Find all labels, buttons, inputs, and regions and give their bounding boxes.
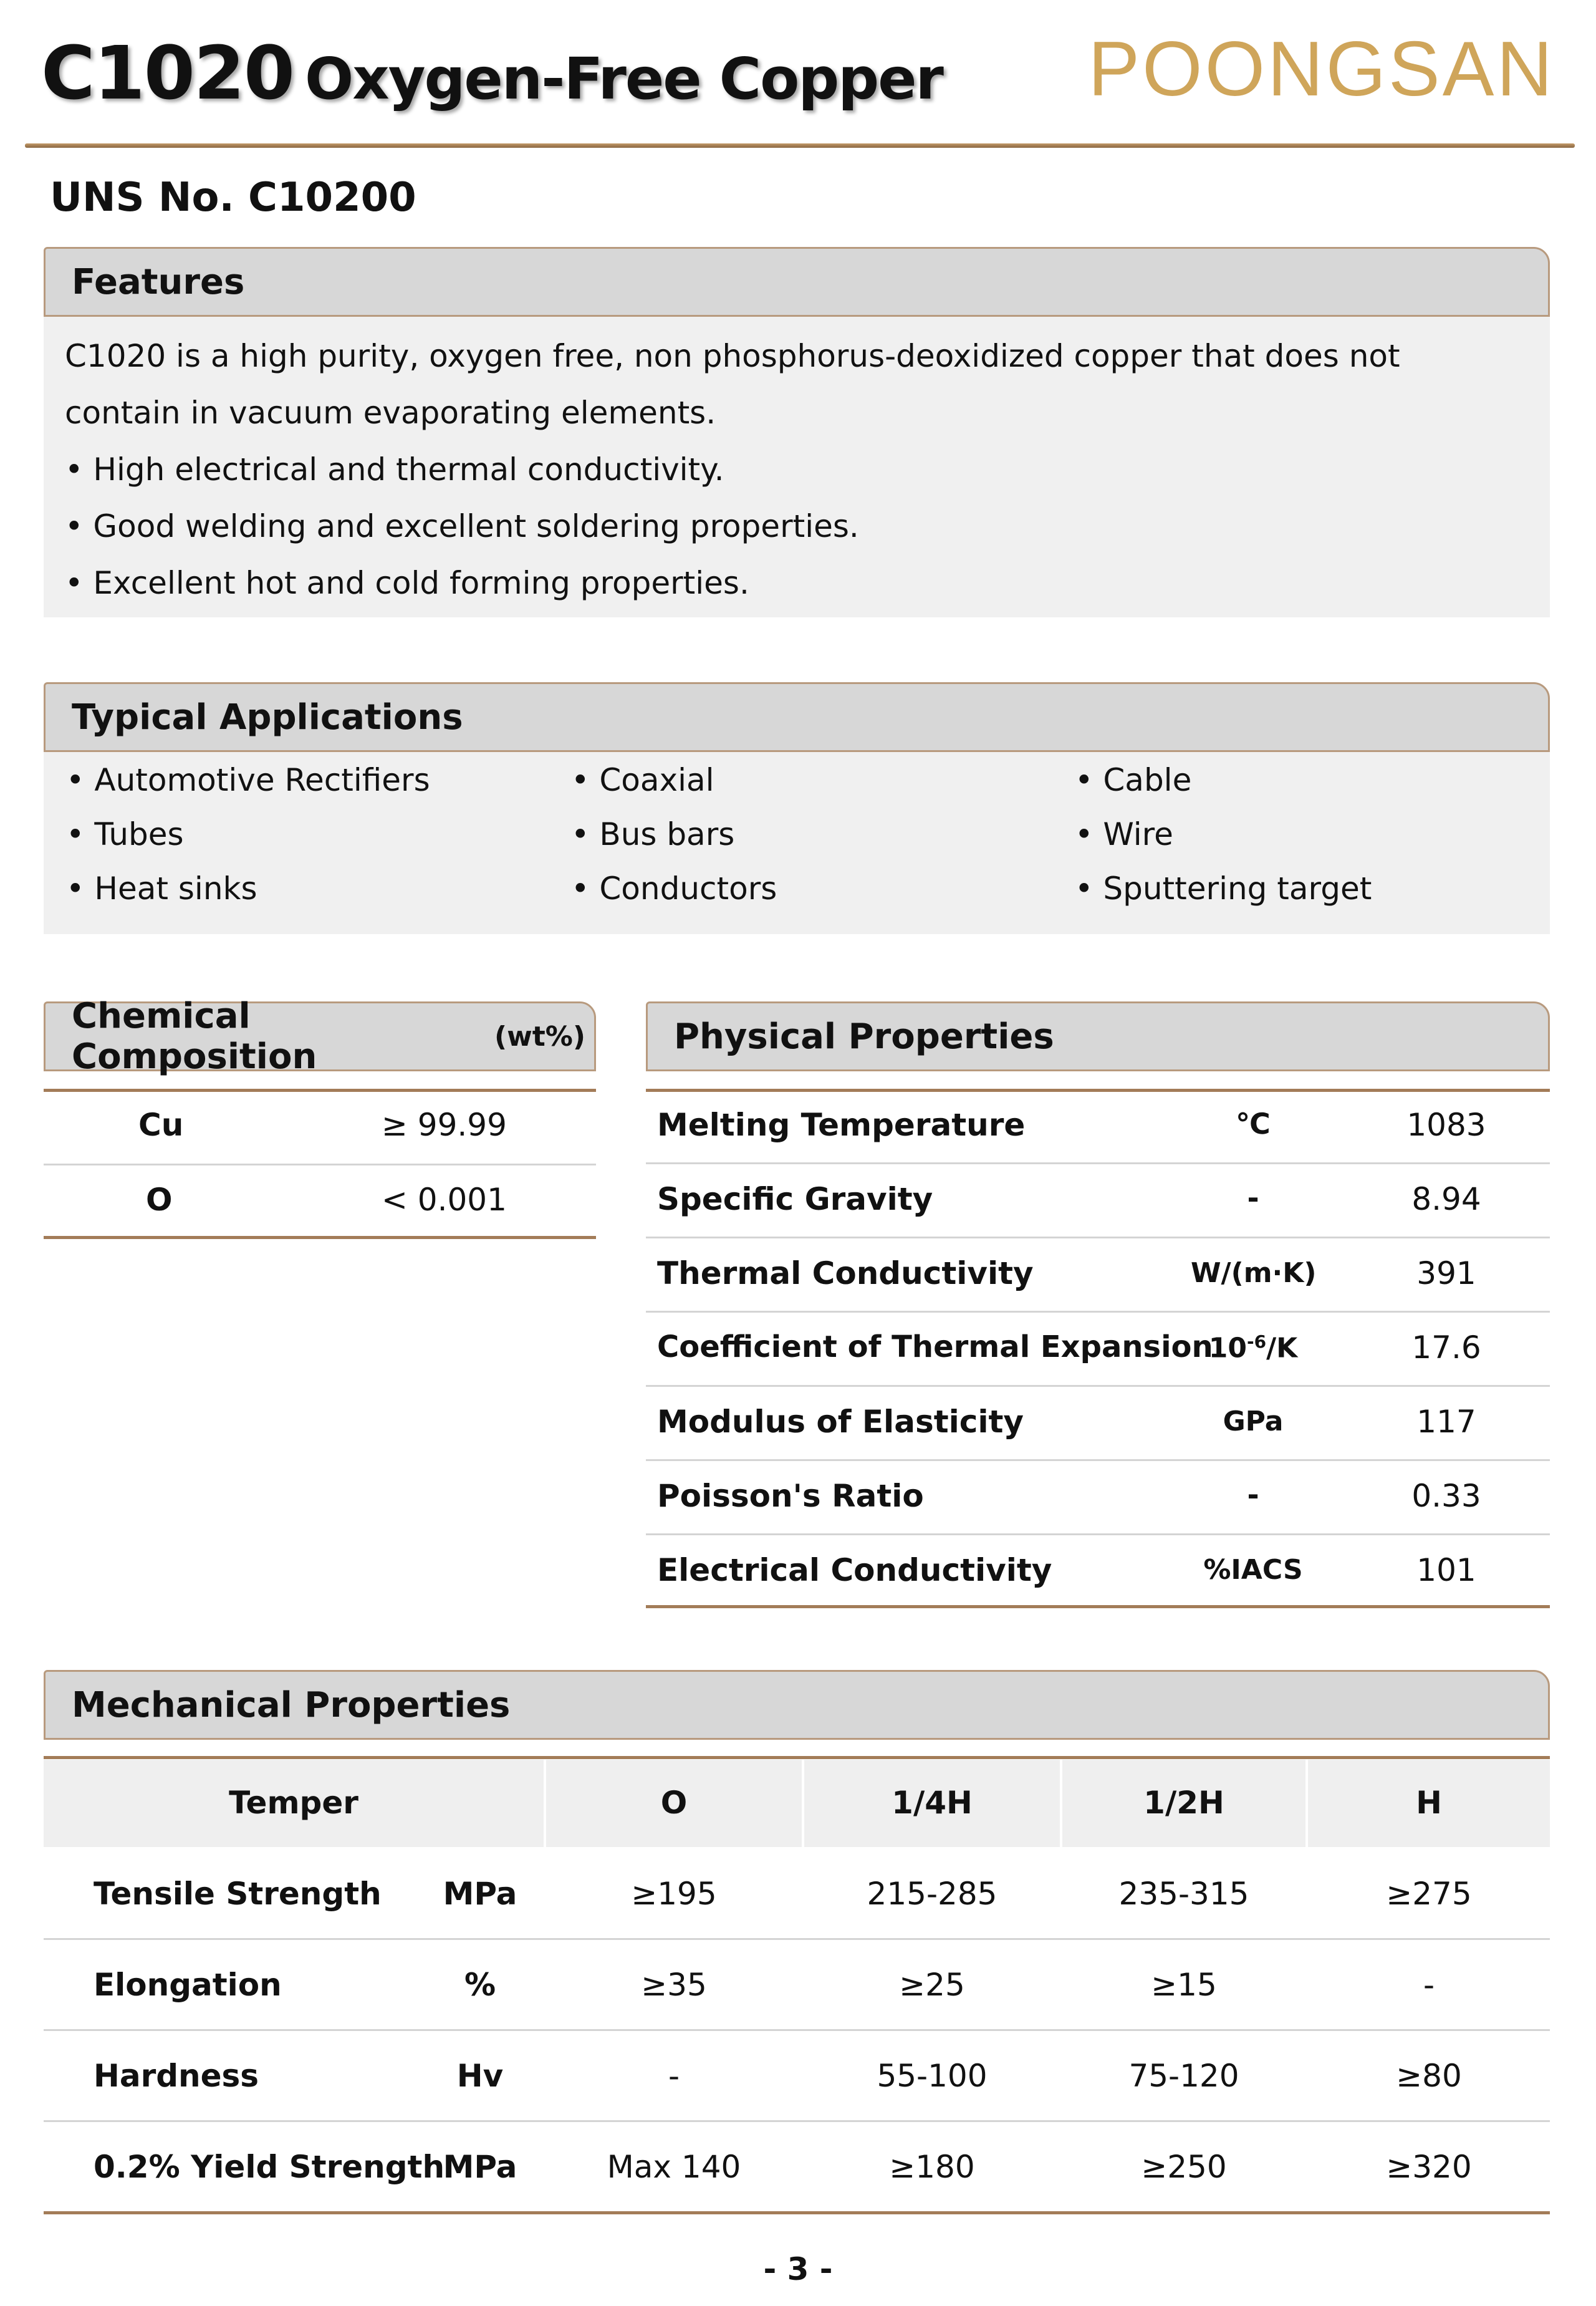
features-heading-text: Features <box>72 261 245 302</box>
phys-bottom-rule <box>646 1605 1550 1608</box>
chem-element: Cu <box>138 1107 184 1143</box>
phys-row-divider <box>646 1162 1550 1164</box>
mech-row-name: Hardness <box>94 2058 259 2094</box>
mech-cell: ≥250 <box>1141 2149 1227 2185</box>
phys-value: 17.6 <box>1411 1329 1481 1366</box>
features-bullet: • Excellent hot and cold forming properties. <box>65 565 749 601</box>
application-item: • Sputtering target <box>1075 871 1372 907</box>
mech-cell: ≥275 <box>1386 1876 1472 1912</box>
chemical-heading-text: Chemical Composition <box>72 996 317 1077</box>
mech-cell: 55-100 <box>877 2058 988 2094</box>
features-line: C1020 is a high purity, oxygen free, non phosphorus-deoxidized copper that does not <box>65 338 1400 374</box>
features-bullet: • High electrical and thermal conductivity. <box>65 451 724 488</box>
mech-row-unit: % <box>464 1967 496 2003</box>
mech-cell: ≥195 <box>631 1876 717 1912</box>
phys-row-divider <box>646 1533 1550 1535</box>
features-line: contain in vacuum evaporating elements. <box>65 395 716 431</box>
application-item: • Wire <box>1075 816 1173 852</box>
mech-row-divider <box>44 2120 1550 2122</box>
mech-cell: - <box>1423 1967 1435 2003</box>
phys-value: 117 <box>1416 1404 1476 1440</box>
applications-heading <box>44 682 1550 752</box>
physical-properties-heading <box>646 1001 1550 1071</box>
uns-number: UNS No. C10200 <box>50 175 416 221</box>
mech-cell: - <box>668 2058 680 2094</box>
mech-cell: ≥320 <box>1386 2149 1472 2185</box>
mech-cell: Max 140 <box>607 2149 741 2185</box>
phys-unit <box>1191 1331 1315 1364</box>
mech-bottom-rule <box>44 2211 1550 2214</box>
application-item: • Conductors <box>571 871 777 907</box>
page-number: - 3 - <box>763 2251 833 2287</box>
mech-col-header: H <box>1416 1785 1442 1821</box>
mech-cell: ≥180 <box>889 2149 975 2185</box>
phys-value: 8.94 <box>1411 1181 1481 1217</box>
mech-row-name: Elongation <box>94 1967 282 2003</box>
phys-name: Coefficient of Thermal Expansion <box>657 1329 1213 1364</box>
features-heading <box>44 247 1550 317</box>
phys-name: Poisson's Ratio <box>657 1478 924 1514</box>
application-item: • Automotive Rectifiers <box>66 762 430 798</box>
application-item: • Cable <box>1075 762 1192 798</box>
application-item: • Coaxial <box>571 762 714 798</box>
phys-value: 0.33 <box>1411 1478 1481 1514</box>
application-item: • Heat sinks <box>66 871 257 907</box>
chemical-unit: (wt%) <box>494 1020 585 1053</box>
mech-col-header: O <box>660 1785 688 1821</box>
phys-unit-tail: /K <box>1266 1332 1298 1364</box>
title-divider <box>25 143 1575 148</box>
features-body <box>44 317 1550 617</box>
phys-row-divider <box>646 1385 1550 1387</box>
phys-unit: - <box>1247 1181 1259 1215</box>
application-item: • Bus bars <box>571 816 735 852</box>
mechanical-properties-heading <box>44 1670 1550 1740</box>
phys-unit: GPa <box>1223 1406 1284 1437</box>
phys-unit: W/(m·K) <box>1191 1257 1317 1289</box>
phys-top-rule <box>646 1089 1550 1092</box>
mech-col-header: Temper <box>229 1785 358 1821</box>
applications-body <box>44 752 1550 934</box>
mech-row-unit: MPa <box>443 2149 517 2185</box>
mech-row-name: Tensile Strength <box>94 1876 382 1912</box>
poongsan-logo: POONGSAN <box>1088 26 1555 112</box>
mech-cell: 235-315 <box>1118 1876 1249 1912</box>
chem-value: < 0.001 <box>382 1182 507 1218</box>
phys-name: Electrical Conductivity <box>657 1552 1052 1588</box>
document-title <box>41 30 943 116</box>
physical-heading-text: Physical Properties <box>674 1016 1054 1057</box>
chem-bottom-rule <box>44 1236 596 1239</box>
mech-cell: ≥25 <box>899 1967 965 2003</box>
phys-name: Melting Temperature <box>657 1107 1026 1143</box>
phys-name: Modulus of Elasticity <box>657 1404 1024 1440</box>
phys-value: 1083 <box>1406 1107 1486 1143</box>
chem-element: O <box>146 1182 173 1218</box>
mech-col-header: 1/4H <box>892 1785 973 1821</box>
phys-unit: %IACS <box>1203 1554 1303 1586</box>
title-code: C1020 <box>41 30 294 116</box>
chemical-composition-heading <box>44 996 596 1077</box>
mech-row-divider <box>44 1938 1550 1940</box>
features-bullet: • Good welding and excellent soldering properties. <box>65 508 859 544</box>
mech-top-rule <box>44 1756 1550 1759</box>
phys-row-divider <box>646 1459 1550 1461</box>
chem-value: ≥ 99.99 <box>382 1107 507 1143</box>
phys-name: Thermal Conductivity <box>657 1255 1034 1291</box>
phys-name: Specific Gravity <box>657 1181 933 1217</box>
phys-value: 101 <box>1416 1552 1476 1588</box>
mech-col-header: 1/2H <box>1143 1785 1224 1821</box>
mech-row-divider <box>44 2029 1550 2031</box>
phys-unit: - <box>1247 1478 1259 1512</box>
mech-cell: 75-120 <box>1128 2058 1239 2094</box>
phys-row-divider <box>646 1311 1550 1313</box>
mechanical-heading-text: Mechanical Properties <box>72 1684 511 1725</box>
phys-value: 391 <box>1416 1255 1476 1291</box>
chem-row-divider <box>44 1164 596 1165</box>
mech-cell: 215-285 <box>867 1876 998 1912</box>
mech-cell: ≥80 <box>1396 2058 1462 2094</box>
application-item: • Tubes <box>66 816 184 852</box>
phys-unit-base: 10 <box>1208 1332 1247 1364</box>
mech-row-unit: Hv <box>456 2058 504 2094</box>
phys-unit: ℃ <box>1236 1107 1271 1141</box>
title-name: Oxygen-Free Copper <box>305 46 943 112</box>
phys-row-divider <box>646 1237 1550 1238</box>
applications-heading-text: Typical Applications <box>72 697 463 738</box>
mech-row-unit: MPa <box>443 1876 517 1912</box>
mech-cell: ≥15 <box>1151 1967 1217 2003</box>
phys-unit-exponent: -6 <box>1246 1331 1267 1352</box>
mech-row-name: 0.2% Yield Strength <box>94 2149 445 2185</box>
mech-cell: ≥35 <box>641 1967 707 2003</box>
chem-top-rule <box>44 1089 596 1092</box>
